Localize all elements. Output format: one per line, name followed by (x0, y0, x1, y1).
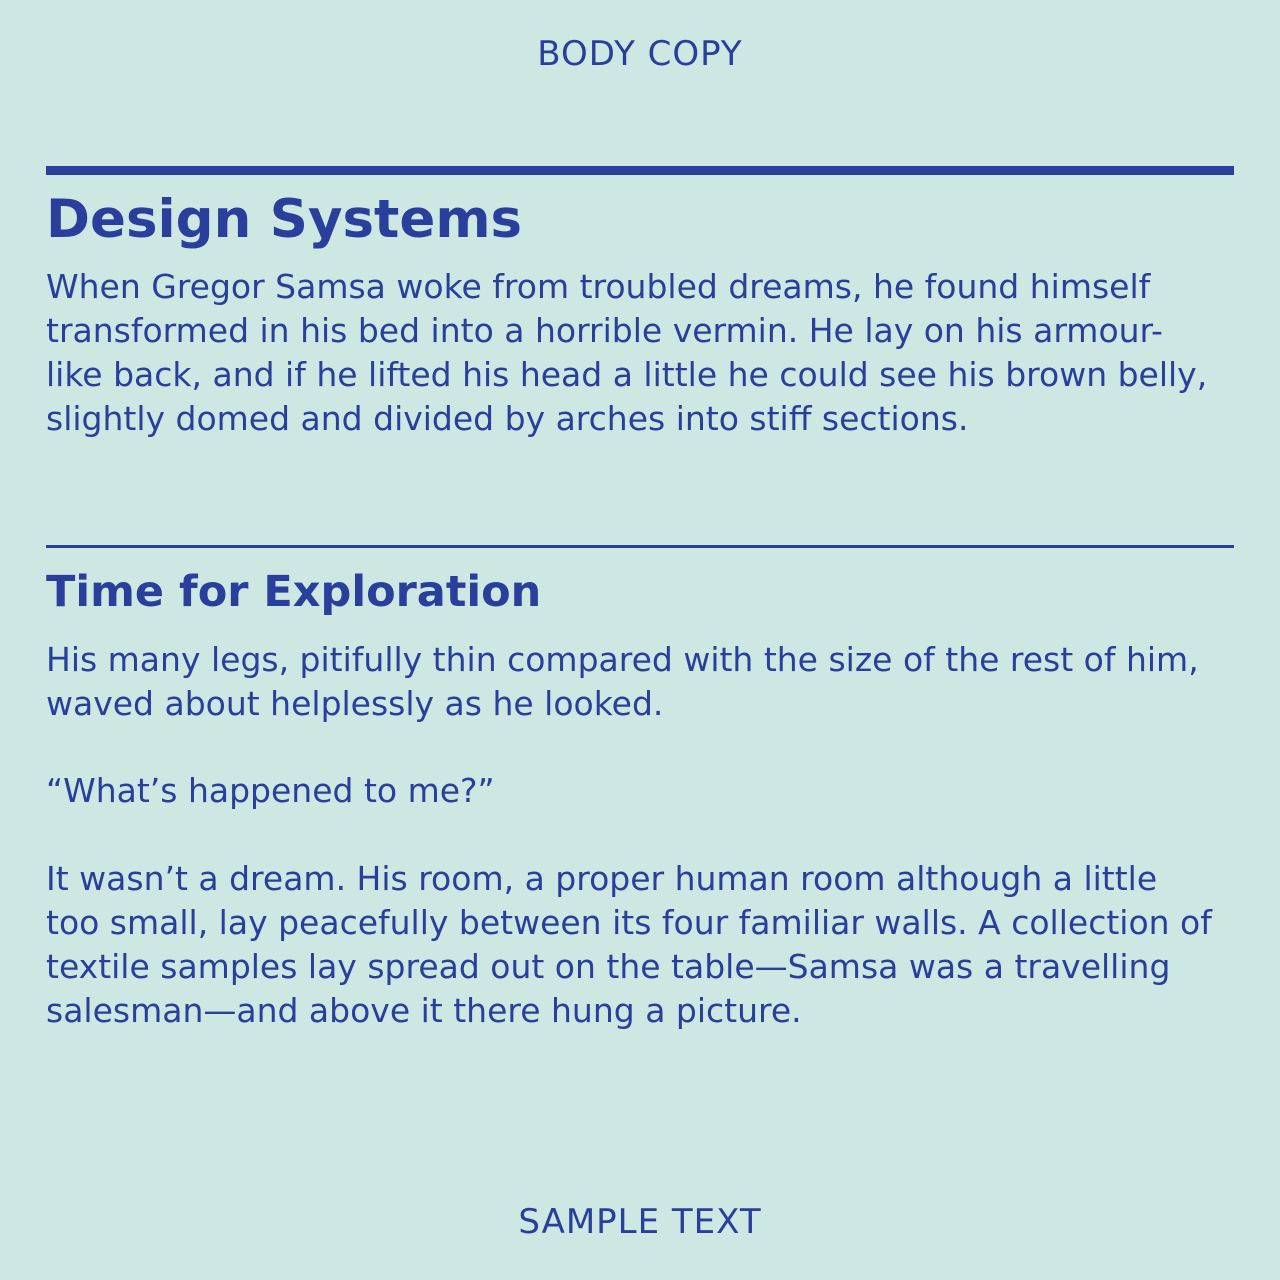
thin-divider (46, 545, 1234, 548)
header-label: BODY COPY (537, 34, 743, 74)
section-title-time-for-exploration: Time for Exploration (46, 567, 542, 617)
footer-label: SAMPLE TEXT (518, 1202, 762, 1242)
section-body-paragraph: When Gregor Samsa woke from troubled dreams, he found himself transformed in his bed into a horrible vermin. He lay on his armour-like back, and if he lifted his head a little he could see his brown belly, slightly domed and divided by arches into stiff sections. (46, 267, 1208, 438)
section-title-design-systems: Design Systems (46, 189, 523, 250)
body-paragraph-quote: “What’s happened to me?” (46, 771, 495, 810)
body-paragraph-room: It wasn’t a dream. His room, a proper human room although a little too small, lay peacefully between its four familiar walls. A collection of textile samples lay spread out on the table—Samsa was a travelling salesman—and above it there hung a picture. (46, 859, 1212, 1030)
thick-divider (46, 166, 1234, 175)
body-paragraph-legs: His many legs, pitifully thin compared with the size of the rest of him, waved about helplessly as he looked. (46, 640, 1199, 723)
